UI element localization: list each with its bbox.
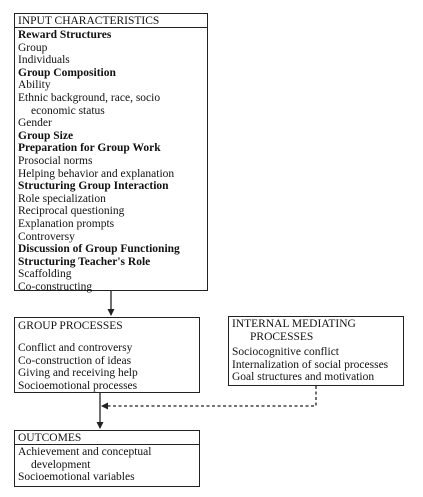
group-item-conflict-and-controversy: Conflict and controversy — [18, 342, 133, 354]
outcome-item-achievement-and-conceptual: Achievement and conceptual — [18, 446, 152, 458]
input-item-controversy: Controversy — [18, 230, 75, 243]
internal-mediating-box — [228, 316, 404, 386]
input-characteristics-list — [15, 28, 207, 293]
group-item-socioemotional-processes: Socioemotional processes — [18, 379, 138, 392]
input-item-scaffolding: Scaffolding — [18, 268, 72, 281]
outcomes-box — [14, 430, 200, 487]
group-processes-list — [15, 332, 199, 392]
internal-item-goal-structures-and-motivation: Goal structures and motivation — [232, 371, 375, 384]
input-item-group-composition: Group Composition — [18, 66, 116, 79]
input-item-role-specialization: Role specialization — [18, 192, 106, 205]
input-item-reciprocal-questioning: Reciprocal questioning — [18, 205, 125, 218]
input-item-structuring-teacher-s-role: Structuring Teacher's Role — [18, 255, 151, 268]
internal-item-sociocognitive-conflict: Sociocognitive conflict — [232, 346, 339, 358]
input-characteristics-header: INPUT CHARACTERISTICS — [15, 14, 207, 28]
input-item-structuring-group-interaction: Structuring Group Interaction — [18, 180, 169, 193]
input-item-co-constructing: Co-constructing — [18, 280, 93, 293]
outcome-item-socioemotional-variables: Socioemotional variables — [18, 471, 135, 484]
input-item-ability: Ability — [18, 79, 51, 92]
group-item-co-construction-of-ideas: Co-construction of ideas — [18, 354, 132, 367]
input-item-explanation-prompts: Explanation prompts — [18, 217, 115, 230]
input-item-group: Group — [18, 41, 48, 54]
outcomes-list — [15, 445, 199, 484]
outcome-item-development: development — [31, 458, 91, 471]
group-processes-box — [14, 317, 200, 393]
input-item-individuals: Individuals — [18, 54, 70, 67]
input-characteristics-box — [14, 13, 208, 291]
internal-mediating-header-line2: PROCESSES — [250, 331, 314, 343]
input-item-discussion-of-group-functioning: Discussion of Group Functioning — [18, 243, 180, 256]
input-item-prosocial-norms: Prosocial norms — [18, 154, 93, 167]
input-item-group-size: Group Size — [18, 129, 74, 142]
input-item-preparation-for-group-work: Preparation for Group Work — [18, 142, 161, 155]
internal-item-internalization-of-social-processes: Internalization of social processes — [232, 358, 389, 371]
input-item-economic-status: economic status — [31, 104, 105, 117]
group-item-giving-and-receiving-help: Giving and receiving help — [18, 367, 138, 380]
internal-mediating-header-line1: INTERNAL MEDIATING — [232, 318, 356, 330]
internal-mediating-header — [229, 317, 403, 344]
input-item-reward-structures: Reward Structures — [18, 29, 112, 41]
input-item-ethnic-background-race-socio: Ethnic background, race, socio — [18, 91, 161, 104]
input-item-gender: Gender — [18, 117, 52, 130]
internal-mediating-list — [229, 344, 403, 384]
outcomes-header: OUTCOMES — [15, 431, 199, 445]
group-processes-header: GROUP PROCESSES — [18, 320, 123, 332]
input-item-helping-behavior-and-explanation: Helping behavior and explanation — [18, 167, 175, 180]
